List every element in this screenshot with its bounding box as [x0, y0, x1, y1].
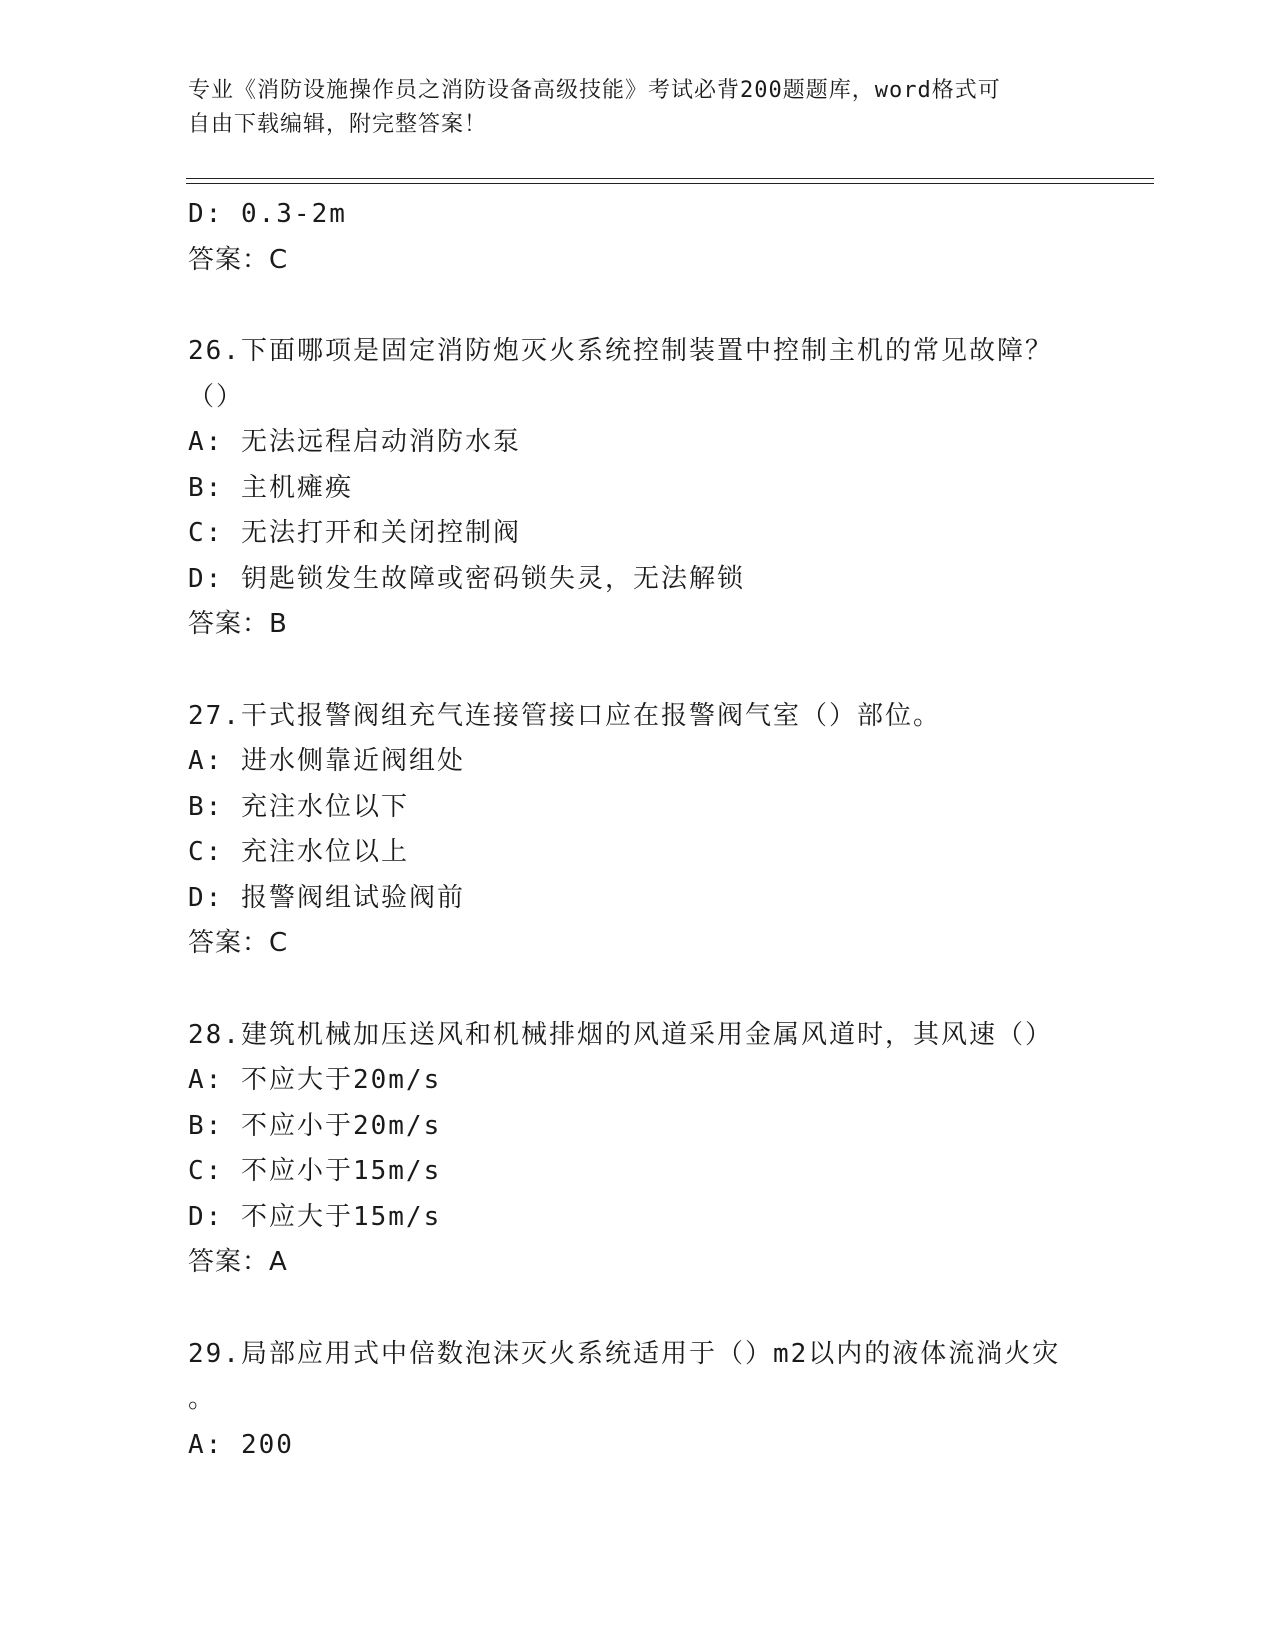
option-c: C: 不应小于15m/s	[188, 1156, 442, 1186]
option-d: D: 不应大于15m/s	[188, 1201, 442, 1232]
option-a: A: 200	[188, 1429, 294, 1460]
answer: 答案：B	[188, 609, 288, 639]
option-a: A: 无法远程启动消防水泵	[188, 427, 521, 457]
option-a: A: 不应大于20m/s	[188, 1065, 442, 1095]
document-header	[188, 74, 1088, 142]
option-d: D: 报警阀组试验阀前	[188, 882, 465, 913]
option-c: C: 无法打开和关闭控制阀	[188, 518, 521, 548]
option-d: D: 钥匙锁发生故障或密码锁失灵，无法解锁	[188, 563, 745, 594]
question-stem: 26.下面哪项是固定消防炮灭火系统控制装置中控制主机的常见故障？	[188, 336, 1053, 366]
answer: 答案：C	[188, 244, 289, 275]
question-stem: 28.建筑机械加压送风和机械排烟的风道采用金属风道时，其风速（）	[188, 1019, 1053, 1050]
question-26	[188, 329, 1088, 648]
option-d: D: 0.3-2m	[188, 199, 347, 229]
header-line-2: 自由下载编辑，附完整答案！	[188, 112, 488, 137]
spacer	[188, 1286, 1088, 1332]
question-27	[188, 694, 1088, 967]
question-28	[188, 1013, 1088, 1286]
question-list	[188, 192, 1088, 1468]
option-a: A: 进水侧靠近阀组处	[188, 746, 465, 776]
question-29	[188, 1332, 1088, 1469]
header-rule-bottom	[186, 183, 1154, 184]
spacer	[188, 967, 1088, 1013]
header-rule-top	[186, 178, 1154, 179]
option-b: B: 充注水位以下	[188, 791, 409, 822]
header-line-1: 专业《消防设施操作员之消防设备高级技能》考试必背200题题库，word格式可	[188, 78, 1001, 103]
option-b: B: 主机瘫痪	[188, 472, 353, 503]
question-stem-continued: （）	[188, 381, 245, 412]
question-stem-continued: 。	[188, 1384, 217, 1414]
option-b: B: 不应小于20m/s	[188, 1110, 442, 1141]
question-stem: 29.局部应用式中倍数泡沫灭火系统适用于（）m2以内的液体流淌火灾	[188, 1338, 1061, 1369]
question-25-tail	[188, 192, 1088, 283]
spacer	[188, 283, 1088, 329]
spacer	[188, 648, 1088, 694]
answer: 答案：C	[188, 928, 289, 958]
answer: 答案：A	[188, 1247, 288, 1277]
option-c: C: 充注水位以上	[188, 837, 409, 867]
question-stem: 27.干式报警阀组充气连接管接口应在报警阀气室（）部位。	[188, 700, 941, 731]
